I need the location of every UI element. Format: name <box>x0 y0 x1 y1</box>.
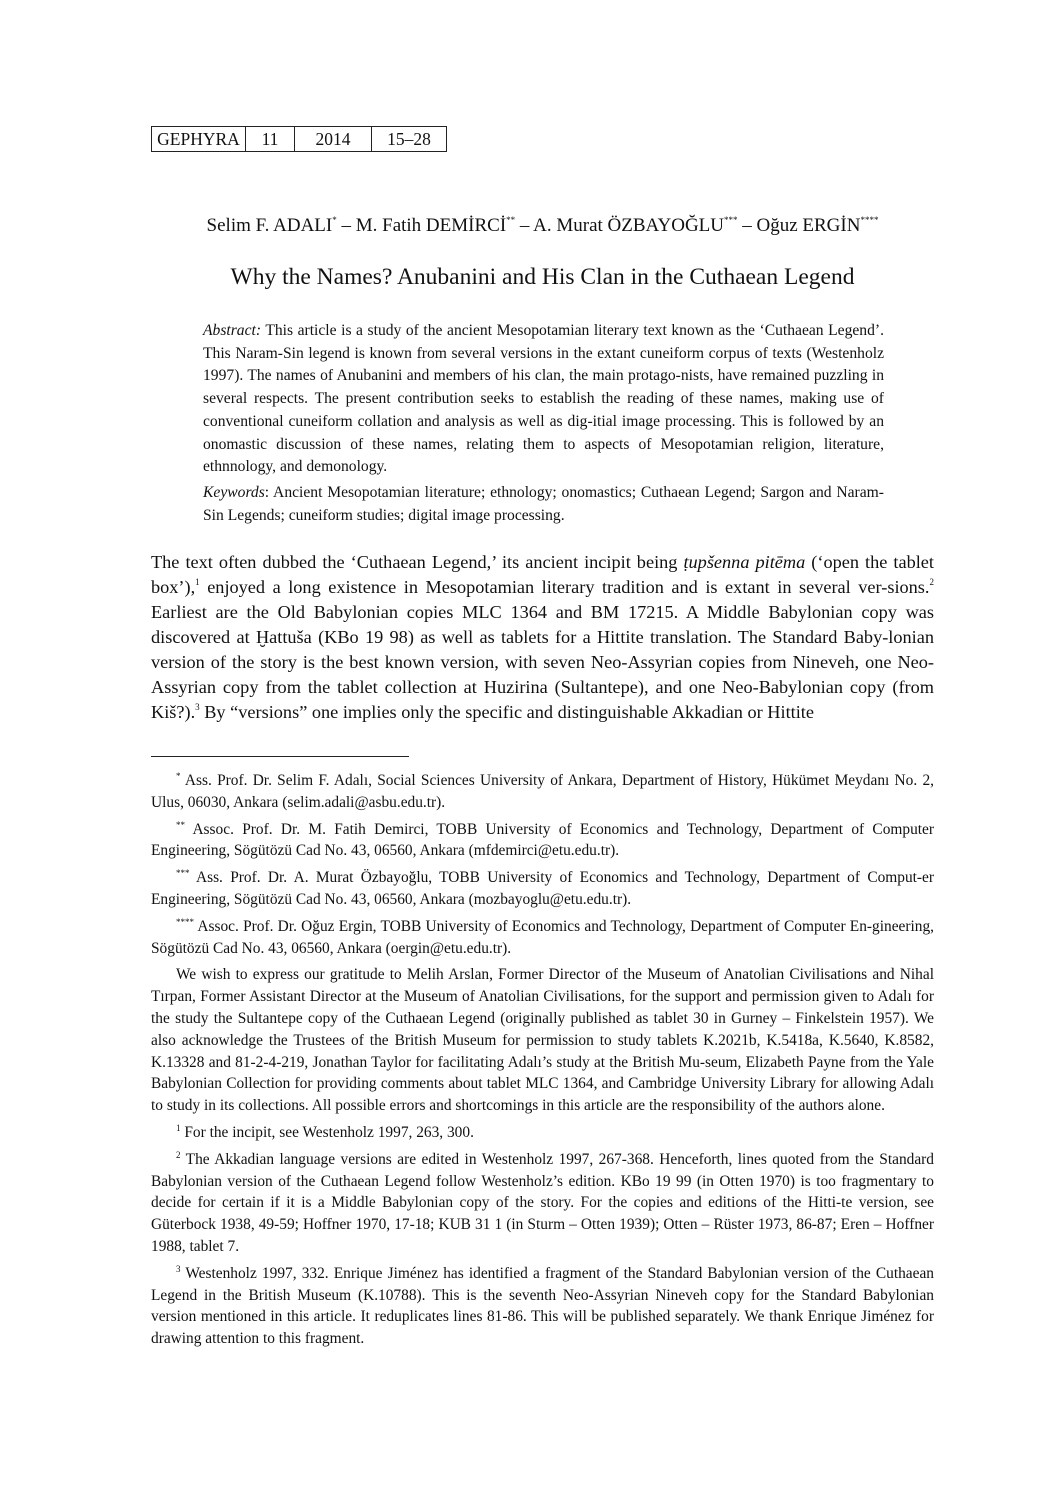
footnote-text: Assoc. Prof. Dr. M. Fatih Demirci, TOBB University of Economics and Technology, Department of Computer Engineering, Sögütözü Cad No. 43, 06560, Ankara (mfdemirci@etu.edu.tr). <box>151 820 934 860</box>
body-text-run: The text often dubbed the ‘Cuthaean Legend,’ its ancient incipit being <box>151 552 684 572</box>
footnote-mark: * <box>176 771 181 781</box>
body-text-run: enjoyed a long existence in Mesopotamian literary tradition and is extant in several ver-sions. <box>199 577 930 597</box>
abstract-text: This article is a study of the ancient Mesopotamian literary text known as the ‘Cuthaean Legend’. This Naram-Sin legend is known from several versions in the extant cuneiform corpus of texts (Westenholz 1997). The names of Anubanini and members of his clan, the main protago-nists, have remained puzzling in several respects. The present contribution seeks to establish the reading of these names, making use of conventional cuneiform collation and analysis as well as dig-itial image processing. This is followed by an onomastic discussion of these names, relating them to aspects of Mesopotamian religion, literature, ethnnology, and demonology. <box>203 322 884 476</box>
footnote-text: Ass. Prof. Dr. Selim F. Adalı, Social Sciences University of Ankara, Department of History, Hükümet Meydanı No. 2, Ulus, 06030, Ankara (selim.adali@asbu.edu.tr). <box>151 772 934 811</box>
author-name: Oğuz ERGİN <box>756 215 861 236</box>
author-separator: – <box>737 215 757 236</box>
abstract-label: Abstract: <box>203 322 262 339</box>
footnote <box>151 1263 934 1350</box>
footnote-text: The Akkadian language versions are edited in Westenholz 1997, 267-368. Henceforth, lines quoted from the Standard Babylonian version of the Cuthaean Legend follow Westenholz’s edition. KBo 19 99 (in Otten 1970) is too fragmentary to decide for certain if it is a Middle Babylonian copy of the story. For the copies and editions of the Hitti-te version, see Güterbock 1938, 49-59; Hoffner 1970, 17-18; KUB 31 1 (in Sturm – Otten 1939); Otten – Rüster 1973, 86-87; Eren – Hoffner 1988, tablet 7. <box>151 1150 934 1255</box>
keywords-paragraph <box>203 482 884 527</box>
body-text-run: (‘open the tablet box’), <box>151 552 934 597</box>
footnote-mark: **** <box>176 916 194 927</box>
author-name: M. Fatih DEMİRCİ <box>355 215 507 236</box>
footnote-mark: *** <box>176 868 190 879</box>
footnote <box>151 1122 934 1144</box>
footnote <box>151 1149 934 1258</box>
author-line <box>0 208 1060 238</box>
footnote <box>151 916 934 960</box>
author-separator: – <box>515 215 534 236</box>
author-mark: * <box>332 215 337 225</box>
footnote <box>151 819 934 863</box>
journal-pages: 15–28 <box>372 127 447 152</box>
body-text-run: Earliest are the Old Babylonian copies MLC 1364 and BM 17215. A Middle Babylonian copy was discovered at Ḫattuša (KBo 19 98) as well as tablets for a Hittite translation. The Standard Baby-lonian version of the story is the best known version, with seven Neo-Assyrian copies from Nineveh, one Neo-Assyrian copy from the tablet collection at Huzirina (Sultantepe), and one Neo-Babylonian copy (from Kiš?). <box>151 602 934 722</box>
author-name: A. Murat ÖZBAYOĞLU <box>533 215 724 236</box>
keywords-text: : Ancient Mesopotamian literature; ethnology; onomastics; Cuthaean Legend; Sargon and Naram-Sin Legends; cuneiform studies; digital image processing. <box>203 483 884 524</box>
body-paragraph <box>151 550 934 725</box>
footnote-text: Westenholz 1997, 332. Enrique Jiménez has identified a fragment of the Standard Babylonian version of the Cuthaean Legend in the British Museum (K.10788). This is the seventh Neo-Assyrian Nineveh copy for the Standard Babylonian version mentioned in this article. It reduplicates lines 81-86. This will be published separately. We thank Enrique Jiménez for drawing attention to this fragment. <box>151 1264 934 1348</box>
footnote-ref[interactable]: 2 <box>929 577 934 587</box>
body-text-run: By “versions” one implies only the specific and distinguishable Akkadian or Hittite <box>199 702 815 722</box>
footnote-text: Assoc. Prof. Dr. Oğuz Ergin, TOBB University of Economics and Technology, Department of Computer En-gineering, Sögütözü Cad No. 43, 06560, Ankara (oergin@etu.edu.tr). <box>151 917 934 957</box>
footnote-text: We wish to express our gratitude to Melih Arslan, Former Director of the Museum of Anatolian Civilisations and Nihal Tırpan, Former Assistant Director at the Museum of Anatolian Civilisations, for the support and permission given to Adalı for the study the Sultantepe copy of the Cuthaean Legend (originally published as tablet 30 in Gurney – Finkelstein 1957). We also acknowledge the Trustees of the British Museum for permission to study tablets K.2021b, K.5418a, K.5640, K.8582, K.13328 and 81-2-4-219, Jonathan Taylor for facilitating Adalı’s study at the British Mu-seum, Elizabeth Payne from the Yale Babylonian Collection for providing comments about tablet MLC 1364, and Cambridge University Library for allowing Adalı to study in its collections. All possible errors and shortcomings in this article are the responsibility of the authors alone. <box>151 966 934 1115</box>
author-mark: **** <box>860 215 879 225</box>
journal-year: 2014 <box>295 127 372 152</box>
journal-name: GEPHYRA <box>152 127 246 152</box>
footnote-mark: 3 <box>176 1263 181 1274</box>
incipit-term: ṭupšenna pitēma <box>683 552 806 572</box>
footnote-ref[interactable]: 3 <box>195 702 200 712</box>
footnote-text: For the incipit, see Westenholz 1997, 263, 300. <box>180 1123 474 1141</box>
footnote-text: Ass. Prof. Dr. A. Murat Özbayoğlu, TOBB University of Economics and Technology, Department of Comput-er Engineering, Sögütözü Cad No. 43, 06560, Ankara (mozbayoglu@etu.edu.tr). <box>151 869 934 908</box>
footnote <box>151 770 934 814</box>
footnote-mark: ** <box>176 819 185 830</box>
journal-volume: 11 <box>246 127 295 152</box>
acknowledgement <box>151 964 934 1117</box>
journal-info-table <box>151 126 447 152</box>
footnote-ref[interactable]: 1 <box>195 577 200 587</box>
footnote-mark: 1 <box>176 1122 181 1133</box>
footnote-mark: 2 <box>176 1149 181 1160</box>
author-name: Selim F. ADALI <box>206 215 333 236</box>
keywords-label: Keywords <box>203 483 265 501</box>
abstract-paragraph <box>203 320 884 479</box>
author-mark: *** <box>724 215 738 225</box>
footnote-divider <box>151 756 409 757</box>
article-title: Why the Names? Anubanini and His Clan in the Cuthaean Legend <box>230 264 855 290</box>
footnotes <box>151 770 934 1355</box>
author-separator: – <box>336 215 356 236</box>
author-mark: ** <box>506 215 516 225</box>
abstract-block <box>203 320 884 527</box>
footnote <box>151 867 934 911</box>
body-text <box>151 550 934 725</box>
